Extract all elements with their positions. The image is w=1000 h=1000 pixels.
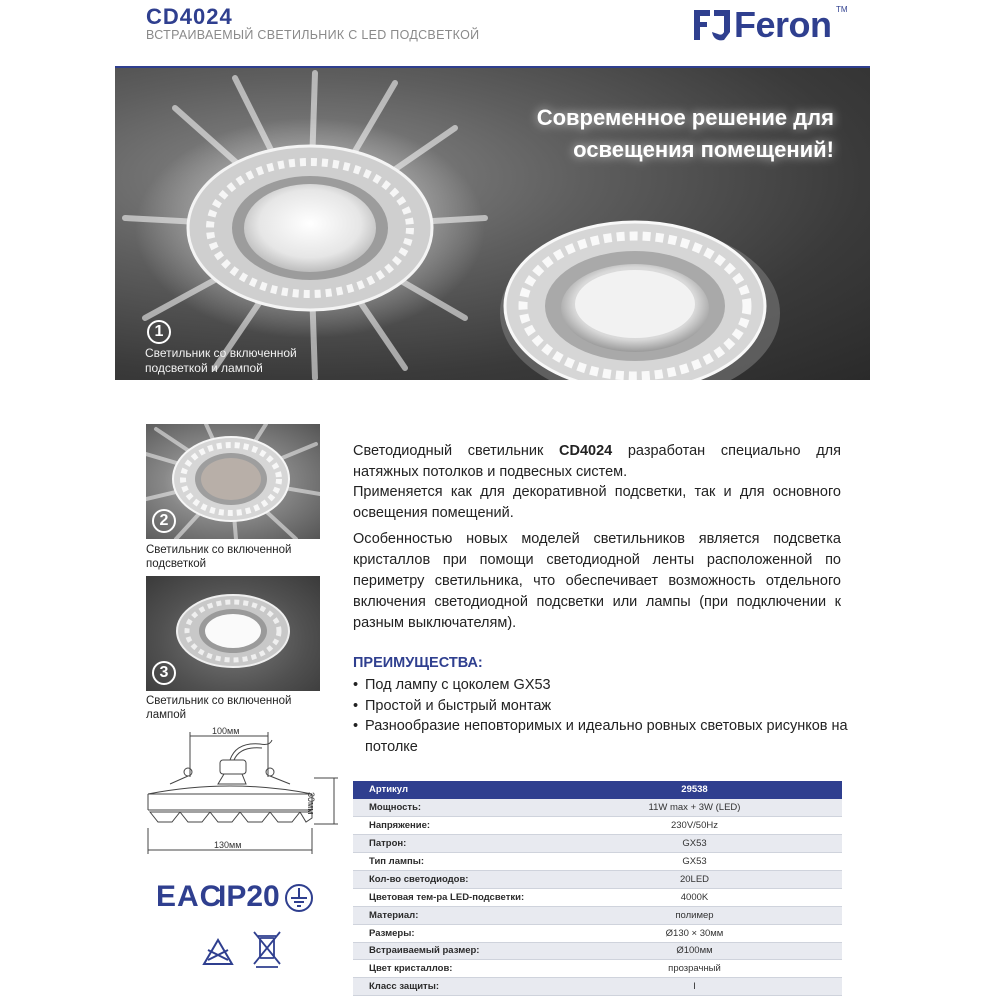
- brand-name: Feron: [734, 4, 832, 45]
- spec-value: прозрачный: [541, 960, 842, 978]
- table-row: [353, 906, 842, 924]
- description-text: Светодиодный светильник: [353, 443, 559, 459]
- eac-mark: EAC: [156, 880, 223, 913]
- dim-top-width: 100мм: [212, 726, 240, 736]
- spec-key: Размеры:: [353, 924, 541, 942]
- description-text: разработан специально для натяжных потолков и подвесных систем.: [353, 443, 841, 480]
- spec-value: 11W max + 3W (LED): [541, 799, 842, 817]
- spec-key: Цвет кристаллов:: [353, 960, 541, 978]
- trademark-mark: TM: [836, 5, 848, 14]
- ground-icon: [286, 885, 312, 911]
- advantage-item: • Под лампу с цоколем GX53: [353, 675, 853, 696]
- spec-key: Патрон:: [353, 835, 541, 853]
- spec-value: GX53: [541, 853, 842, 871]
- description-feature: Особенностью новых моделей светильников является подсветка кристаллов при помощи светодиодной ленты расположенной по периметру светильника, что обеспечивает возможность отдельного включения светодиодной подсветки или лампы (при подключении к разным выключателям).: [353, 531, 841, 631]
- photo-lamp-caption: [146, 694, 291, 722]
- feron-logo-icon: [692, 6, 732, 46]
- photo-lamp-caption-line2: лампой: [146, 709, 187, 721]
- hero-headline: [537, 102, 834, 166]
- spec-key: Материал:: [353, 906, 541, 924]
- description-usage: Применяется как для декоративной подсветки, так и для основного освещения помещений.: [353, 484, 841, 521]
- spec-key: Артикул: [353, 781, 541, 799]
- table-row: [353, 960, 842, 978]
- hero-banner: [115, 68, 870, 380]
- spec-key: Напряжение:: [353, 817, 541, 835]
- description-intro: [353, 441, 841, 483]
- certification-marks: [156, 880, 316, 970]
- cert-symbols: [156, 880, 316, 970]
- hero-caption-line2: подсветкой и лампой: [145, 361, 263, 375]
- spec-key: Встраиваемый размер:: [353, 942, 541, 960]
- badge-3: 3: [152, 661, 176, 685]
- table-header-row: [353, 781, 842, 799]
- spec-value: I: [541, 978, 842, 996]
- table-row: [353, 853, 842, 871]
- badge-1: 1: [147, 320, 171, 344]
- table-row: [353, 978, 842, 996]
- spec-value: полимер: [541, 906, 842, 924]
- table-row: [353, 835, 842, 853]
- no-insulation-warning-icon: [204, 940, 232, 964]
- product-code: CD4024: [146, 4, 233, 29]
- hero-headline-line1: Современное решение для: [536, 105, 834, 130]
- brand-logo: [692, 4, 852, 48]
- spec-value: 230V/50Hz: [541, 817, 842, 835]
- product-subtitle: ВСТРАИВАЕМЫЙ СВЕТИЛЬНИК С LED ПОДСВЕТКОЙ: [146, 28, 480, 42]
- spec-value: GX53: [541, 835, 842, 853]
- spec-key: Кол-во светодиодов:: [353, 870, 541, 888]
- table-row: [353, 799, 842, 817]
- photo-backlight-caption-line1: Светильник со включенной: [146, 544, 292, 556]
- photo-backlight-caption-line2: подсветкой: [146, 558, 207, 570]
- spec-value: 4000K: [541, 888, 842, 906]
- spec-value: 20LED: [541, 870, 842, 888]
- photo-lamp-caption-line1: Светильник со включенной: [146, 695, 292, 707]
- advantage-item: • Простой и быстрый монтаж: [353, 696, 853, 717]
- ip-rating: IP20: [218, 880, 280, 913]
- table-row: [353, 888, 842, 906]
- photo-backlight-caption: [146, 543, 291, 571]
- advantages-list: [353, 675, 853, 757]
- spec-key: Цветовая тем-ра LED-подсветки:: [353, 888, 541, 906]
- advantages-title: ПРЕИМУЩЕСТВА:: [353, 655, 483, 671]
- table-row: [353, 870, 842, 888]
- description-model: CD4024: [559, 443, 613, 459]
- hero-caption-line1: Светильник со включенной: [145, 346, 297, 360]
- weee-bin-icon: [254, 932, 280, 967]
- badge-2: 2: [152, 509, 176, 533]
- spec-value: 29538: [541, 781, 842, 799]
- dim-height: 30мм: [306, 792, 316, 815]
- photo-lamp-on: [146, 576, 320, 691]
- specifications-table: [353, 781, 842, 996]
- table-row: [353, 942, 842, 960]
- spec-value: Ø100мм: [541, 942, 842, 960]
- photo-backlight-on: [146, 424, 320, 539]
- spec-key: Тип лампы:: [353, 853, 541, 871]
- table-row: [353, 924, 842, 942]
- dimensions-drawing: [140, 722, 340, 862]
- hero-caption: [145, 346, 297, 376]
- dim-outer-width: 130мм: [214, 840, 242, 850]
- spec-key: Класс защиты:: [353, 978, 541, 996]
- advantage-item: • Разнообразие неповторимых и идеально ровных световых рисунков на потолке: [353, 716, 853, 757]
- hero-headline-line2: освещения помещений!: [573, 137, 834, 162]
- spec-key: Мощность:: [353, 799, 541, 817]
- table-row: [353, 817, 842, 835]
- spec-value: Ø130 × 30мм: [541, 924, 842, 942]
